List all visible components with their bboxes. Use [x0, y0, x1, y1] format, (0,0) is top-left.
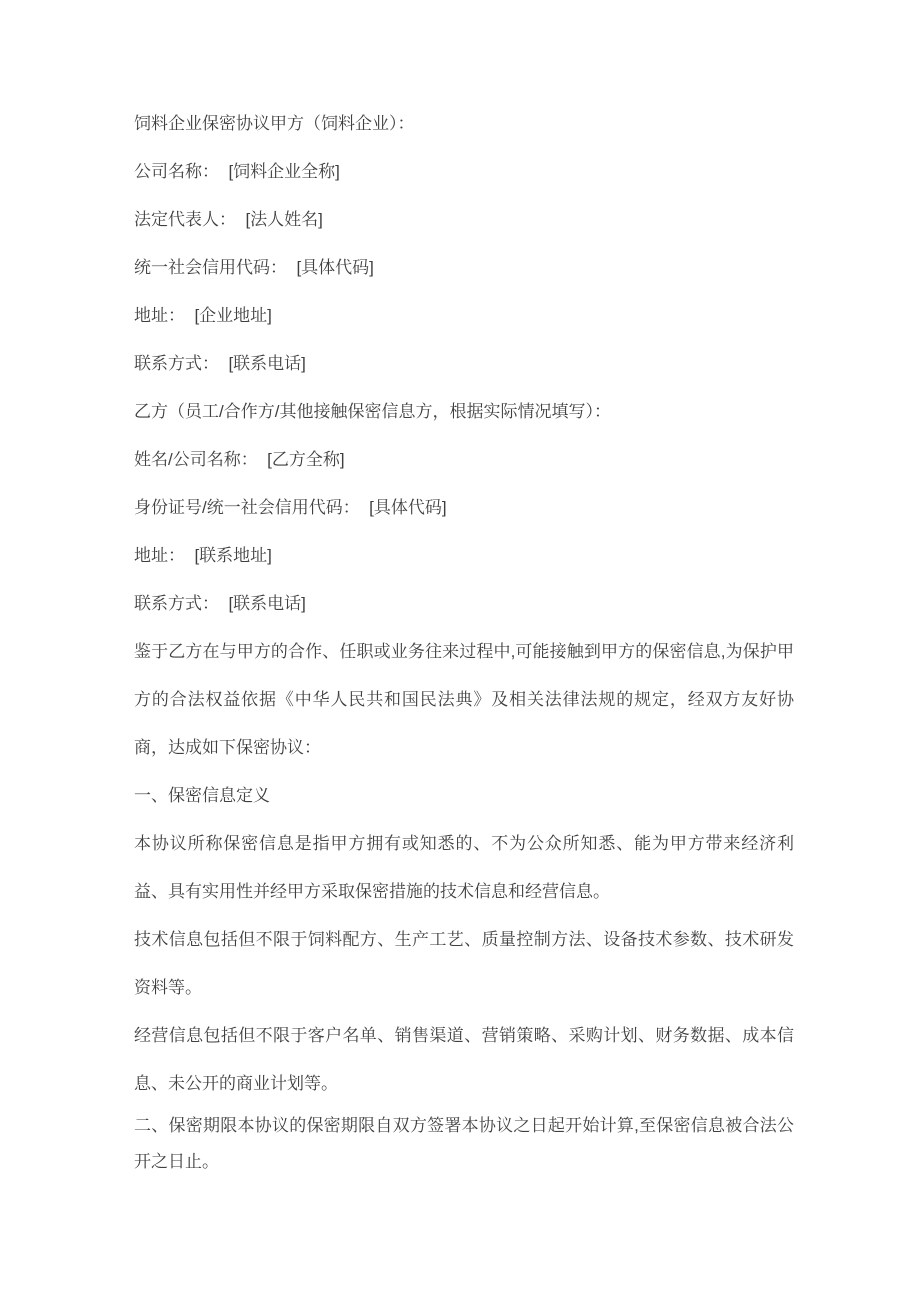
paragraph-party-b: 乙方（员工/合作方/其他接触保密信息方，根据实际情况填写）： [134, 402, 611, 421]
paragraph-section1-heading: 一、保密信息定义 [134, 786, 270, 805]
paragraph-technical-info: 技术信息包括但不限于饲料配方、生产工艺、质量控制方法、设备技术参数、技术研发资料等。 [134, 930, 794, 997]
paragraph-preamble: 鉴于乙方在与甲方的合作、任职或业务往来过程中,可能接触到甲方的保密信息,为保护甲方的合法权益依据《中华人民共和国民法典》及相关法律法规的规定，经双方友好协商，达成如下保密协议： [134, 642, 794, 757]
paragraph-id-code-b: 身份证号/统一社会信用代码： [具体代码] [134, 498, 447, 517]
paragraph-title: 饲料企业保密协议甲方（饲料企业）： [134, 114, 415, 133]
paragraph-business-info: 经营信息包括但不限于客户名单、销售渠道、营销策略、采购计划、财务数据、成本信息、未公开的商业计划等。 [134, 1026, 794, 1093]
paragraph-section2-term: 二、保密期限本协议的保密期限自双方签署本协议之日起开始计算,至保密信息被合法公开之日止。 [134, 1116, 794, 1171]
paragraph-definition: 本协议所称保密信息是指甲方拥有或知悉的、不为公众所知悉、能为甲方带来经济利益、具有实用性并经甲方采取保密措施的技术信息和经营信息。 [134, 834, 794, 901]
paragraph-address-a: 地址： [企业地址] [134, 306, 272, 325]
paragraph-legal-representative: 法定代表人： [法人姓名] [134, 210, 323, 229]
document-content [134, 100, 794, 1180]
paragraph-credit-code: 统一社会信用代码： [具体代码] [134, 258, 374, 277]
paragraph-company-name: 公司名称： [饲料企业全称] [134, 162, 340, 181]
paragraph-contact-a: 联系方式： [联系电话] [134, 354, 306, 373]
paragraph-contact-b: 联系方式： [联系电话] [134, 594, 306, 613]
paragraph-address-b: 地址： [联系地址] [134, 546, 272, 565]
paragraph-name-b: 姓名/公司名称： [乙方全称] [134, 450, 345, 469]
